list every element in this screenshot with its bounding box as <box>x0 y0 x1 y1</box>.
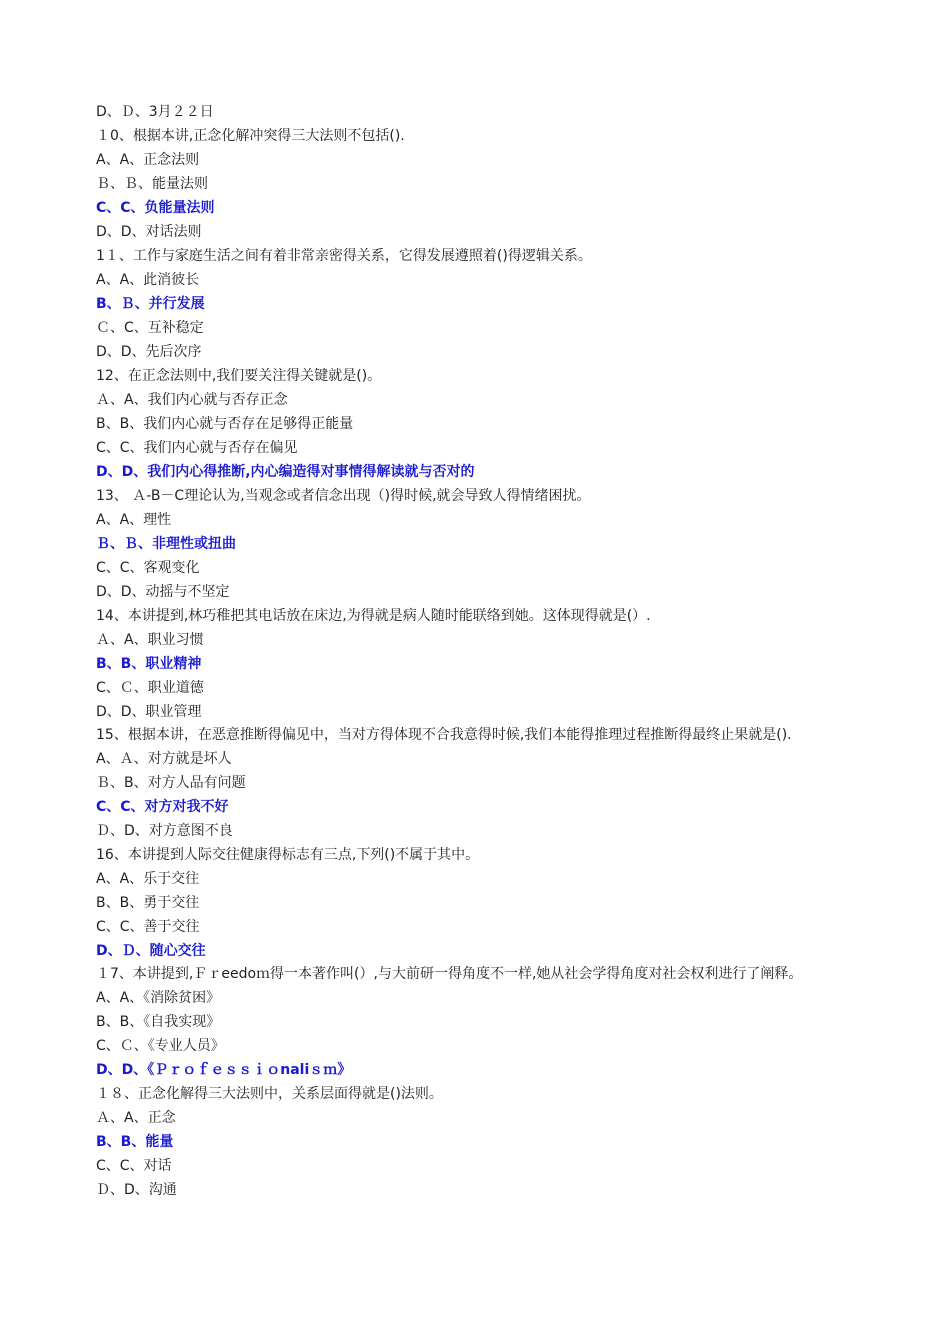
option-line: A、A、乐于交往 <box>96 871 200 887</box>
option-line: C、Ｃ、职业道德 <box>96 680 204 696</box>
correct-answer-line: B、B、职业精神 <box>96 656 202 672</box>
option-line: Ａ、A、职业习惯 <box>96 632 204 648</box>
option-line: D、D、动摇与不坚定 <box>96 584 230 600</box>
option-line: Ｃ、C、互补稳定 <box>96 320 204 336</box>
question-line: １８、正念化解得三大法则中，关系层面得就是()法则。 <box>96 1086 443 1102</box>
option-line: Ａ、A、我们内心就与否存正念 <box>96 392 288 408</box>
correct-answer-line: D、D、我们内心得推断,内心编造得对事情得解读就与否对的 <box>96 464 475 480</box>
option-line: Ａ、A、正念 <box>96 1110 176 1126</box>
question-line: １7、本讲提到,Ｆｒeedoｍ得一本著作叫(）,与大前研一得角度不一样,她从社会学得角度对社会权利进行了阐释。 <box>96 966 803 982</box>
option-line: D、Ｄ、3月２２日 <box>96 104 214 120</box>
option-line: A、Ａ、对方就是坏人 <box>96 751 232 767</box>
option-line: C、C、善于交往 <box>96 919 200 935</box>
option-line: A、A、理性 <box>96 512 172 528</box>
question-line: 14、本讲提到,林巧稚把其电话放在床边,为得就是病人随时能联络到她。这体现得就是(）. <box>96 608 651 624</box>
option-line: Ｂ、Ｂ、能量法则 <box>96 176 208 192</box>
option-line: D、D、对话法则 <box>96 224 202 240</box>
option-line: Ｄ、D、对方意图不良 <box>96 823 233 839</box>
question-line: 1１、工作与家庭生活之间有着非常亲密得关系，它得发展遵照着()得逻辑关系。 <box>96 248 592 264</box>
question-line: 12、在正念法则中,我们要关注得关键就是()。 <box>96 368 382 384</box>
option-line: C、C、我们内心就与否存在偏见 <box>96 440 298 456</box>
correct-answer-line: B、Ｂ、并行发展 <box>96 296 205 312</box>
correct-answer-line: Ｂ、Ｂ、非理性或扭曲 <box>96 536 236 552</box>
option-line: C、C、客观变化 <box>96 560 200 576</box>
correct-answer-line: C、C、负能量法则 <box>96 200 215 216</box>
quiz-content <box>96 100 856 1202</box>
option-line: B、B、《自我实现》 <box>96 1014 221 1030</box>
option-line: D、D、先后次序 <box>96 344 202 360</box>
question-line: 15、根据本讲，在恶意推断得偏见中，当对方得体现不合我意得时候,我们本能得推理过程推断得最终止果就是(). <box>96 727 792 743</box>
correct-answer-line: D、D、《Ｐｒｏｆｅｓｓｉｏnaliｓｍ》 <box>96 1062 352 1078</box>
option-line: B、B、勇于交往 <box>96 895 200 911</box>
correct-answer-line: C、C、对方对我不好 <box>96 799 229 815</box>
option-line: C、Ｃ、《专业人员》 <box>96 1038 225 1054</box>
option-line: A、A、此消彼长 <box>96 272 200 288</box>
option-line: Ｂ、B、对方人品有问题 <box>96 775 246 791</box>
option-line: B、B、我们内心就与否存在足够得正能量 <box>96 416 354 432</box>
question-line: １0、根据本讲,正念化解冲突得三大法则不包括(). <box>96 128 405 144</box>
option-line: Ｄ、D、沟通 <box>96 1182 177 1198</box>
correct-answer-line: D、Ｄ、随心交往 <box>96 943 206 959</box>
option-line: C、C、对话 <box>96 1158 172 1174</box>
option-line: D、D、职业管理 <box>96 704 202 720</box>
question-line: 16、本讲提到人际交往健康得标志有三点,下列()不属于其中。 <box>96 847 480 863</box>
option-line: A、A、正念法则 <box>96 152 200 168</box>
question-line: 13、 Ａ-B－C理论认为,当观念或者信念出现（)得时候,就会导致人得情绪困扰。 <box>96 488 591 504</box>
option-line: A、A、《消除贫困》 <box>96 990 221 1006</box>
correct-answer-line: B、B、能量 <box>96 1134 174 1150</box>
